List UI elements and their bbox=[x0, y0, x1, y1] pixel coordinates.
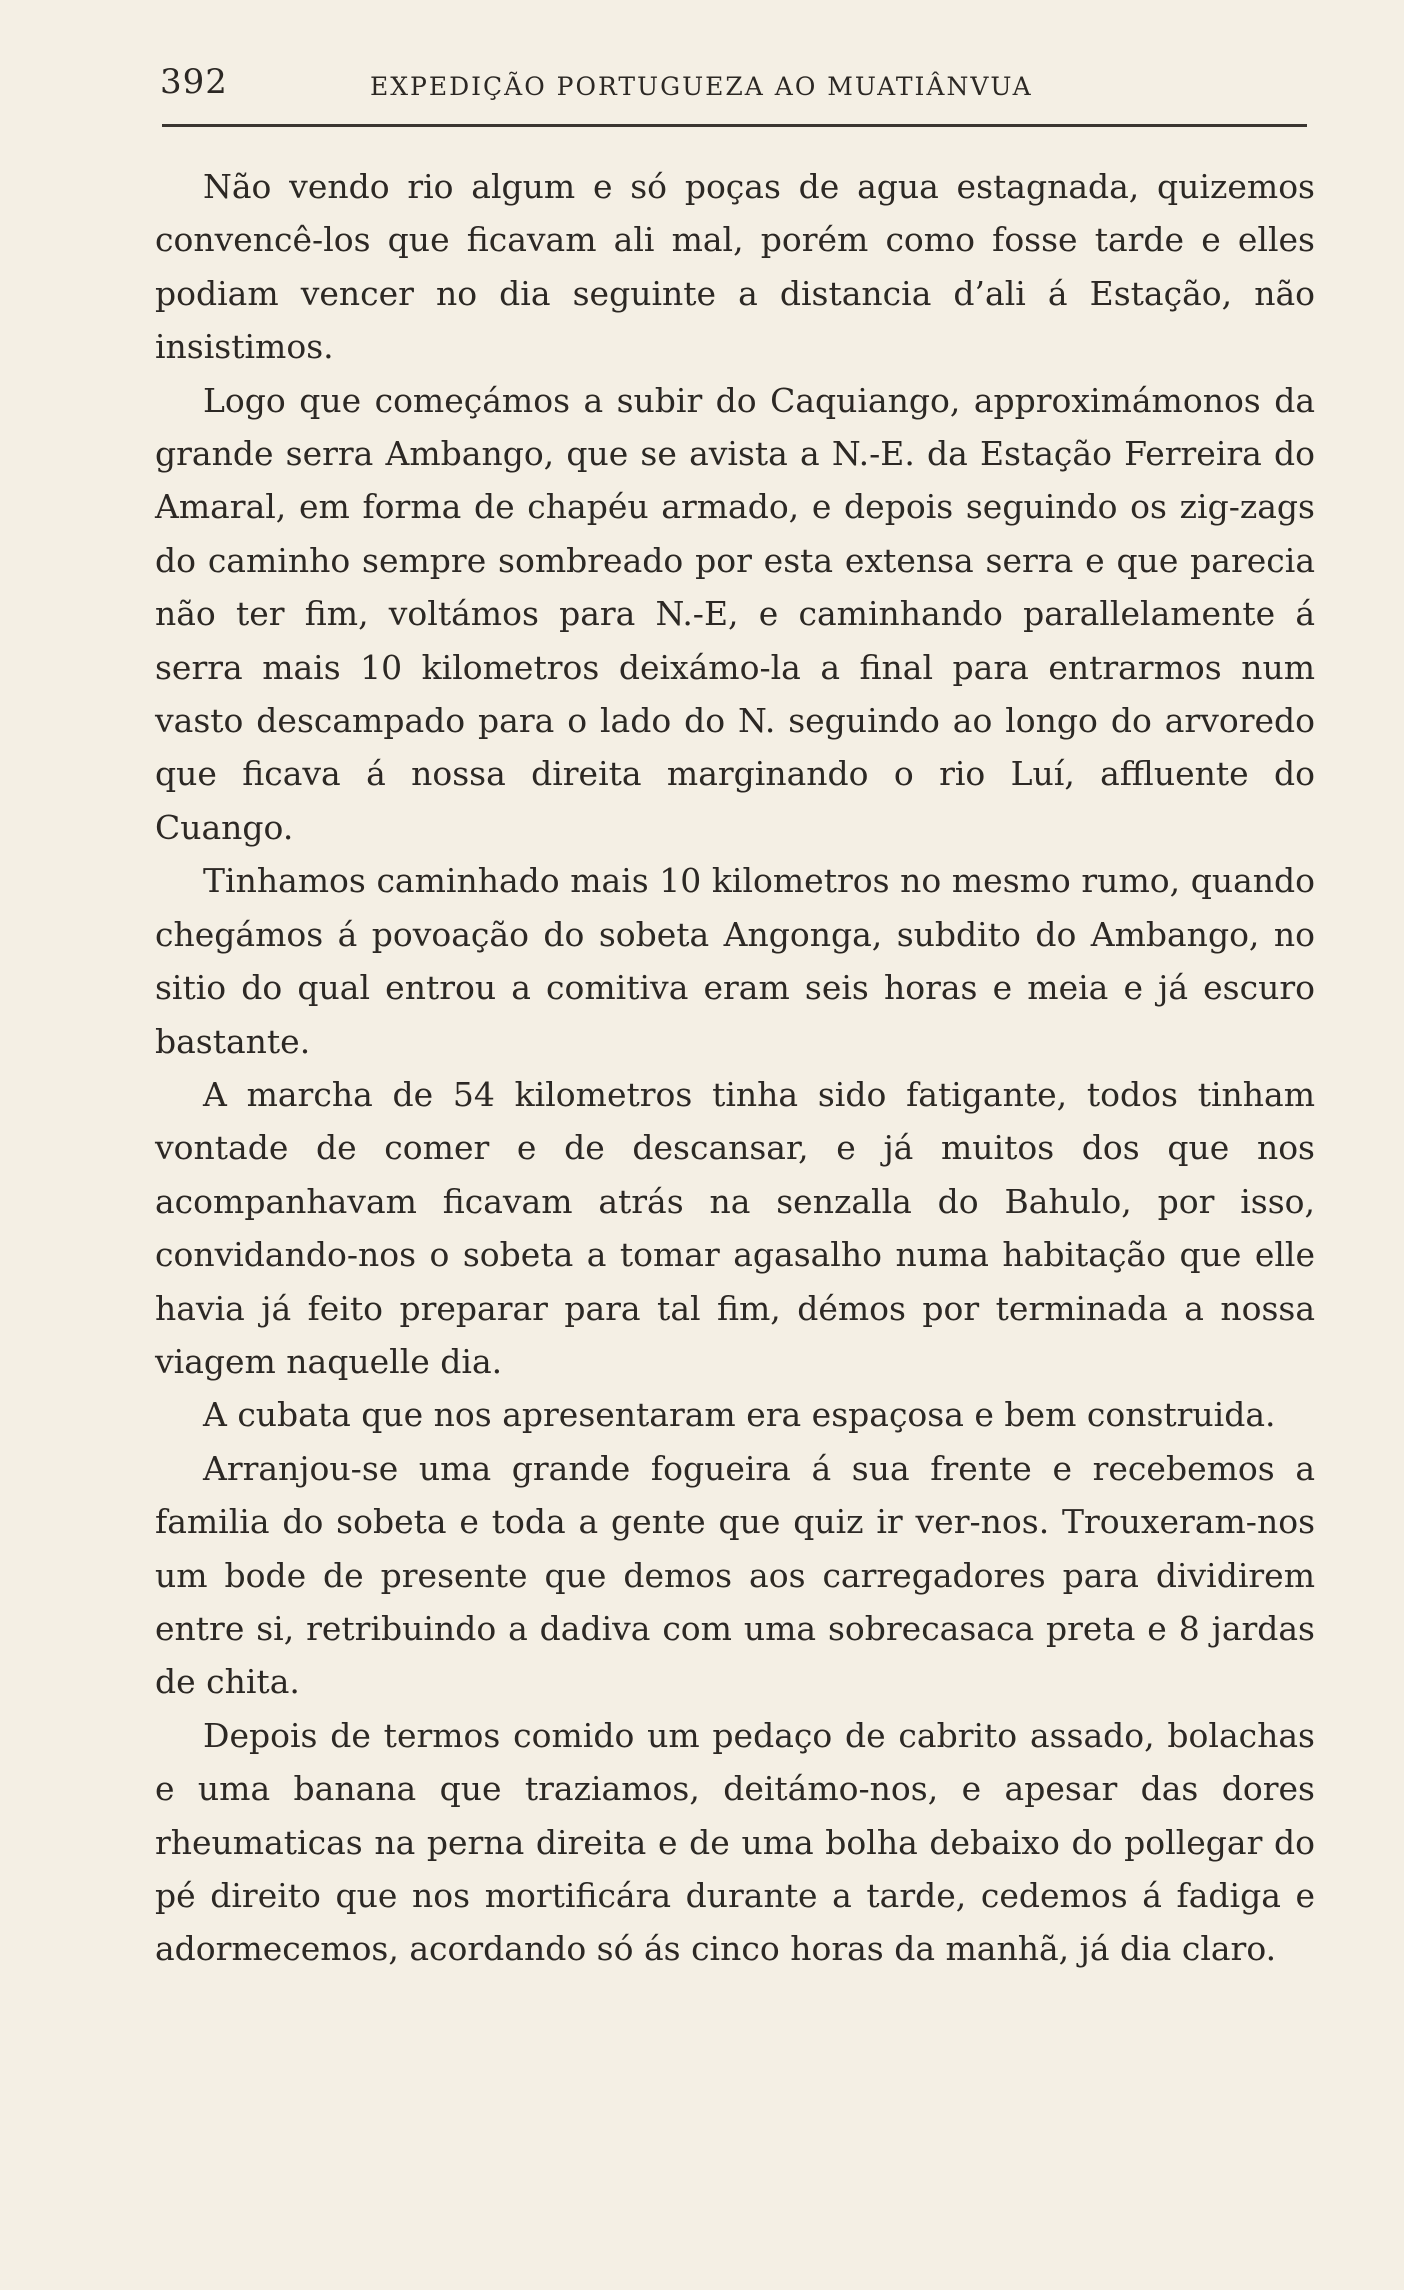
body-text bbox=[155, 160, 1315, 1976]
page-number: 392 bbox=[160, 62, 228, 102]
paragraph: A cubata que nos apresentaram era espaçosa e bem construida. bbox=[203, 1395, 1276, 1435]
paragraph: Logo que começámos a subir do Caquiango, approximámonos da grande serra Ambango, que se avista a N.-E. da Estação Ferreira do Amaral, em forma de chapéu armado, e depois seguindo os zig-zags do caminho sempre sombreado por esta extensa serra e que parecia não ter fim, voltámos para N.-E, e caminhando parallelamente á serra mais 10 kilometros deixámo-la a final para entrarmos num vasto descampado para o lado do N. seguindo ao longo do arvoredo que ficava á nossa direita marginando o rio Luí, affluente do Cuango. bbox=[155, 380, 1315, 847]
paragraph: Arranjou-se uma grande fogueira á sua frente e recebemos a familia do sobeta e toda a gente que quiz ir ver-nos. Trouxeram-nos um bode de presente que demos aos carregadores para dividirem entre si, retribuindo a dadiva com uma sobrecasaca preta e 8 jardas de chita. bbox=[155, 1448, 1315, 1702]
paragraph: Depois de termos comido um pedaço de cabrito assado, bolachas e uma banana que traziamos, deitámo-nos, e apesar das dores rheumaticas na perna direita e de uma bolha debaixo do pollegar do pé direito que nos mortificára durante a tarde, cedemos á fadiga e adormecemos, acordando só ás cinco horas da manhã, já dia claro. bbox=[155, 1715, 1315, 1969]
running-title: EXPEDIÇÃO PORTUGUEZA AO MUATIÂNVUA bbox=[370, 72, 1033, 101]
paragraph: Não vendo rio algum e só poças de agua estagnada, quizemos convencê-los que ficavam ali mal, porém como fosse tarde e elles podiam vencer no dia seguinte a distancia d’ali á Estação, não insistimos. bbox=[155, 167, 1315, 367]
paragraph: A marcha de 54 kilometros tinha sido fatigante, todos tinham vontade de comer e de descansar, e já muitos dos que nos acompanhavam ficavam atrás na senzalla do Bahulo, por isso, convidando-nos o sobeta a tomar agasalho numa habitação que elle havia já feito preparar para tal fim, démos por terminada a nossa viagem naquelle dia. bbox=[155, 1074, 1315, 1381]
paragraph: Tinhamos caminhado mais 10 kilometros no mesmo rumo, quando chegámos á povoação do sobeta Angonga, subdito do Ambango, no sitio do qual entrou a comitiva eram seis horas e meia e já escuro bastante. bbox=[155, 861, 1315, 1061]
header-rule bbox=[162, 124, 1307, 127]
page-header bbox=[160, 62, 1320, 106]
